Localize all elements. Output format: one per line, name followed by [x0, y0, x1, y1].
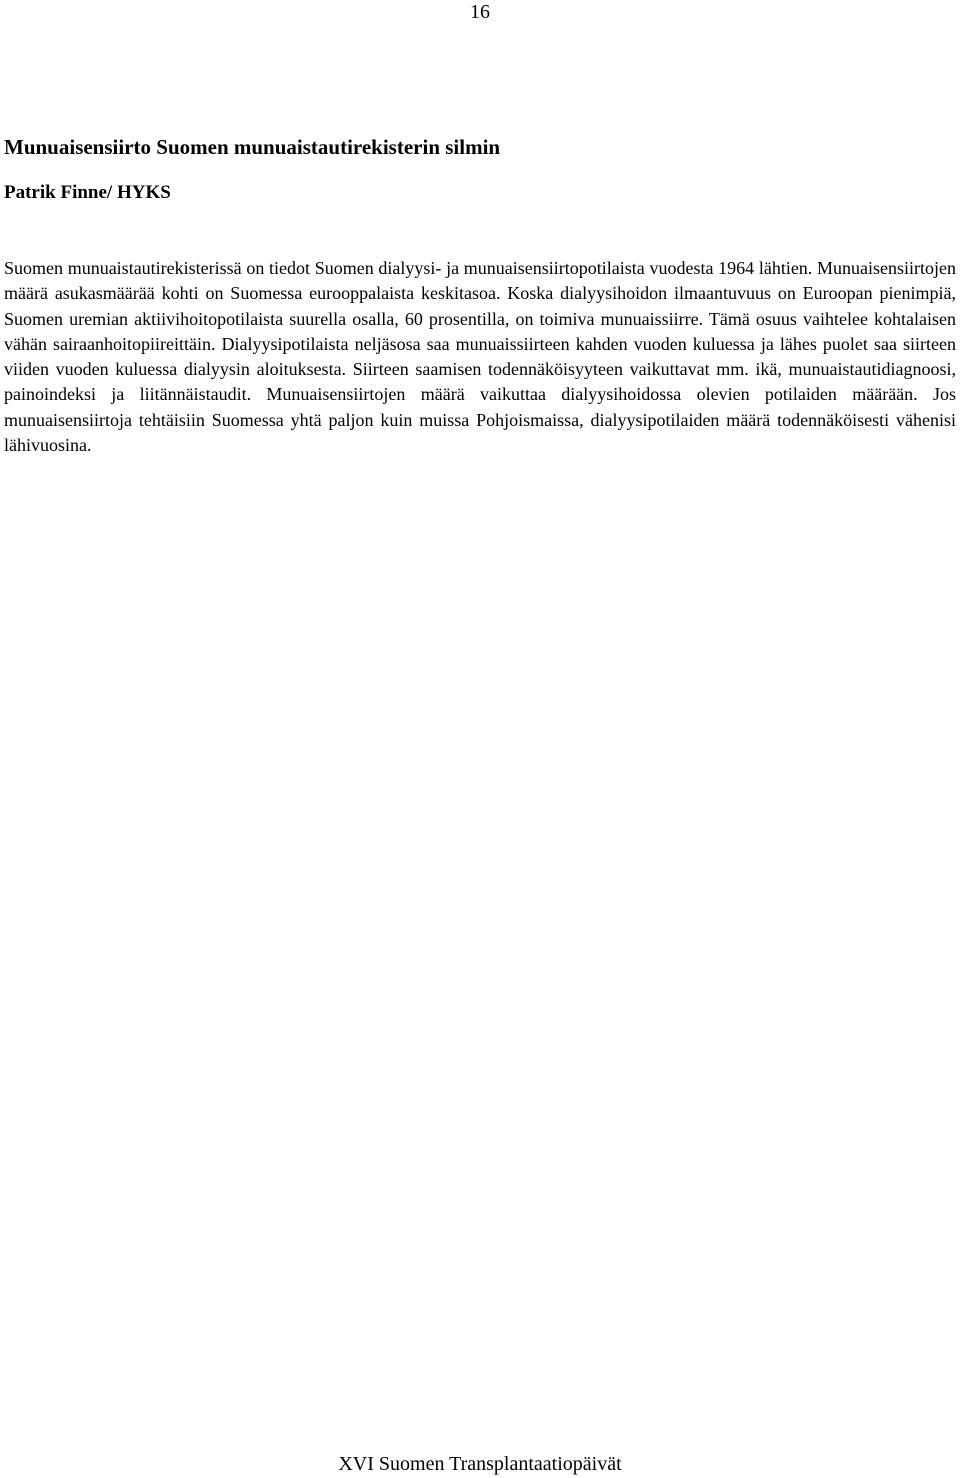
article-title: Munuaisensiirto Suomen munuaistautirekisterin silmin	[4, 135, 501, 159]
author-line: Patrik Finne/ HYKS	[4, 182, 171, 203]
page-number: 16	[470, 1, 490, 23]
page-footer: XVI Suomen Transplantaatiopäivät	[338, 1453, 622, 1475]
body-paragraph: Suomen munuaistautirekisterissä on tiedot Suomen dialyysi- ja munuaisensiirtopotilaista vuodesta 1964 lähtien. Munuaisensiirtojen määrä asukasmäärää kohti on Suomessa eurooppalaista keskitasoa. Koska dialyysihoidon ilmaantuvuus on Euroopan pienimpiä, Suomen uremian aktiivihoitopotilaista suurella osalla, 60 prosentilla, on toimiva munuaissiirre. Tämä osuus vaihtelee kohtalaisen vähän sairaanhoitopiireittäin. Dialyysipotilaista neljäsosa saa munuaissiirteen kahden vuoden kuluessa ja lähes puolet saa siirteen viiden vuoden kuluessa dialyysin aloituksesta. Siirteen saamisen todennäköisyyteen vaikuttavat mm. ikä, munuaistautidiagnoosi, painoindeksi ja liitännäistaudit. Munuaisensiirtojen määrä vaikuttaa dialyysihoidossa olevien potilaiden määrään. Jos munuaisensiirtoja tehtäisiin Suomessa yhtä paljon kuin muissa Pohjoismaissa, dialyysipotilaiden määrä todennäköisesti vähenisi lähivuosina.	[4, 258, 956, 456]
